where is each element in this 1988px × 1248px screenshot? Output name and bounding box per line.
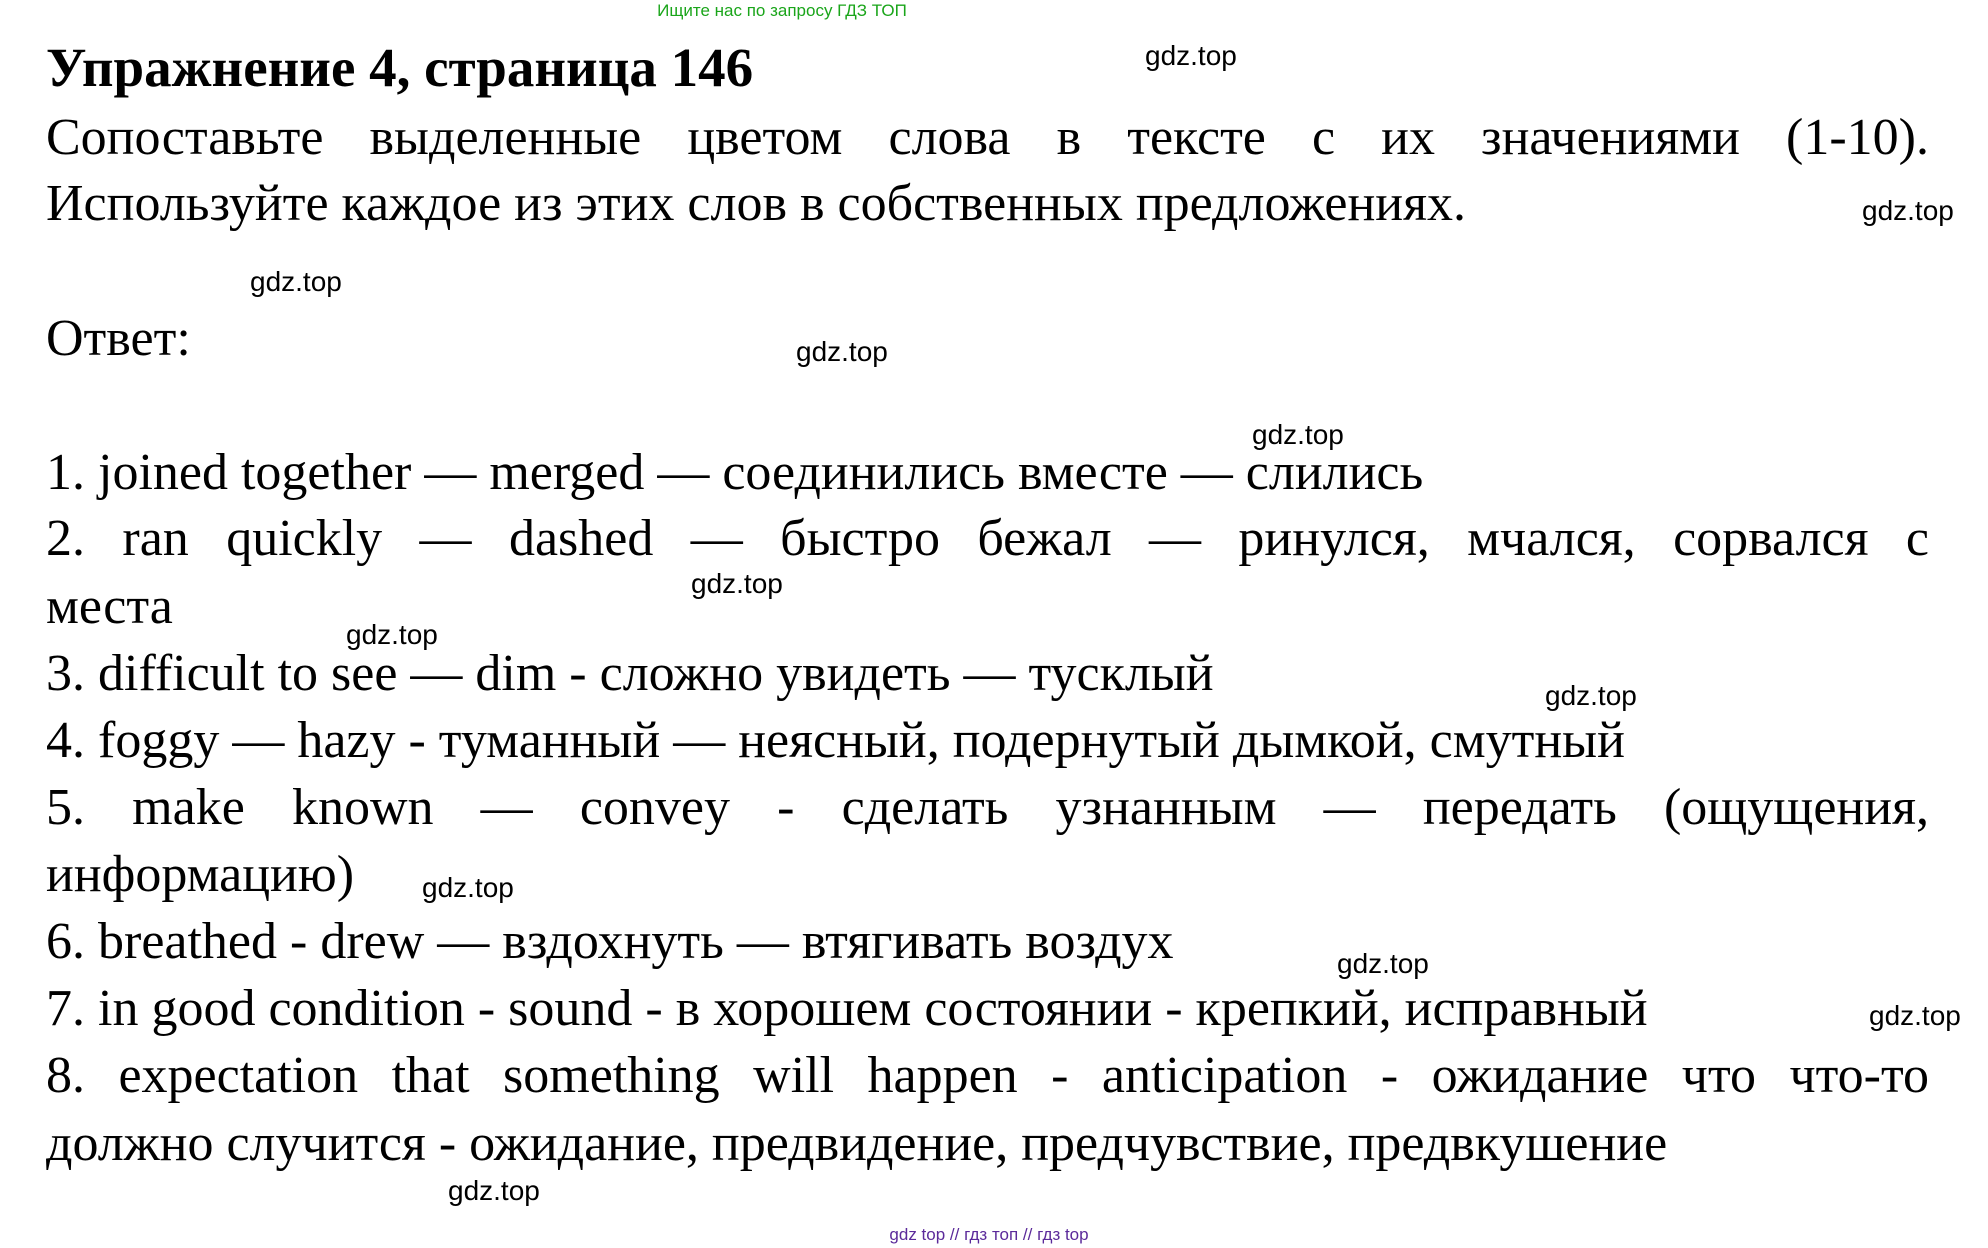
task-text-line-2: Используйте каждое из этих слов в собственных предложениях. [46, 175, 1467, 232]
top-banner: Ищите нас по запросу ГДЗ ТОП [657, 1, 907, 20]
watermark: gdz.top [691, 568, 783, 599]
task-text-line-1: Сопоставьте выделенные цветом слова в тексте с их значениями (1-10). [46, 109, 1929, 166]
answer-item-1: 1. joined together — merged — соединились вместе — слились [46, 444, 1424, 501]
watermark: gdz.top [1145, 40, 1237, 71]
watermark: gdz.top [422, 872, 514, 903]
answer-item-3: 3. difficult to see — dim - сложно увидеть — тусклый [46, 645, 1214, 702]
watermark: gdz.top [448, 1175, 540, 1206]
answer-item-5-line-1: 5. make known — convey - сделать узнанным — передать (ощущения, [46, 779, 1929, 836]
answer-item-7: 7. in good condition - sound - в хорошем состоянии - крепкий, исправный [46, 980, 1648, 1037]
watermark: gdz.top [1337, 948, 1429, 979]
answer-item-4: 4. foggy — hazy - туманный — неясный, подернутый дымкой, смутный [46, 712, 1625, 769]
answer-item-8-line-1: 8. expectation that something will happen - anticipation - ожидание что что-то [46, 1047, 1929, 1104]
watermark: gdz.top [346, 619, 438, 650]
watermark: gdz.top [1869, 1000, 1961, 1031]
footer-links: gdz top // гдз топ // гдз top [889, 1225, 1089, 1244]
watermark: gdz.top [250, 266, 342, 297]
answer-item-5-line-2: информацию) [46, 846, 355, 903]
watermark: gdz.top [796, 336, 888, 367]
answer-label: Ответ: [46, 310, 191, 367]
page-title: Упражнение 4, страница 146 [46, 37, 754, 98]
answer-item-6: 6. breathed - drew — вздохнуть — втягивать воздух [46, 913, 1174, 970]
watermark: gdz.top [1862, 195, 1954, 226]
answer-item-8-line-2: должно случится - ожидание, предвидение, предчувствие, предвкушение [46, 1115, 1668, 1172]
answer-item-2-line-1: 2. ran quickly — dashed — быстро бежал — ринулся, мчался, сорвался с [46, 510, 1929, 567]
watermark: gdz.top [1252, 419, 1344, 450]
answer-item-2-line-2: места [46, 578, 173, 635]
watermark: gdz.top [1545, 680, 1637, 711]
